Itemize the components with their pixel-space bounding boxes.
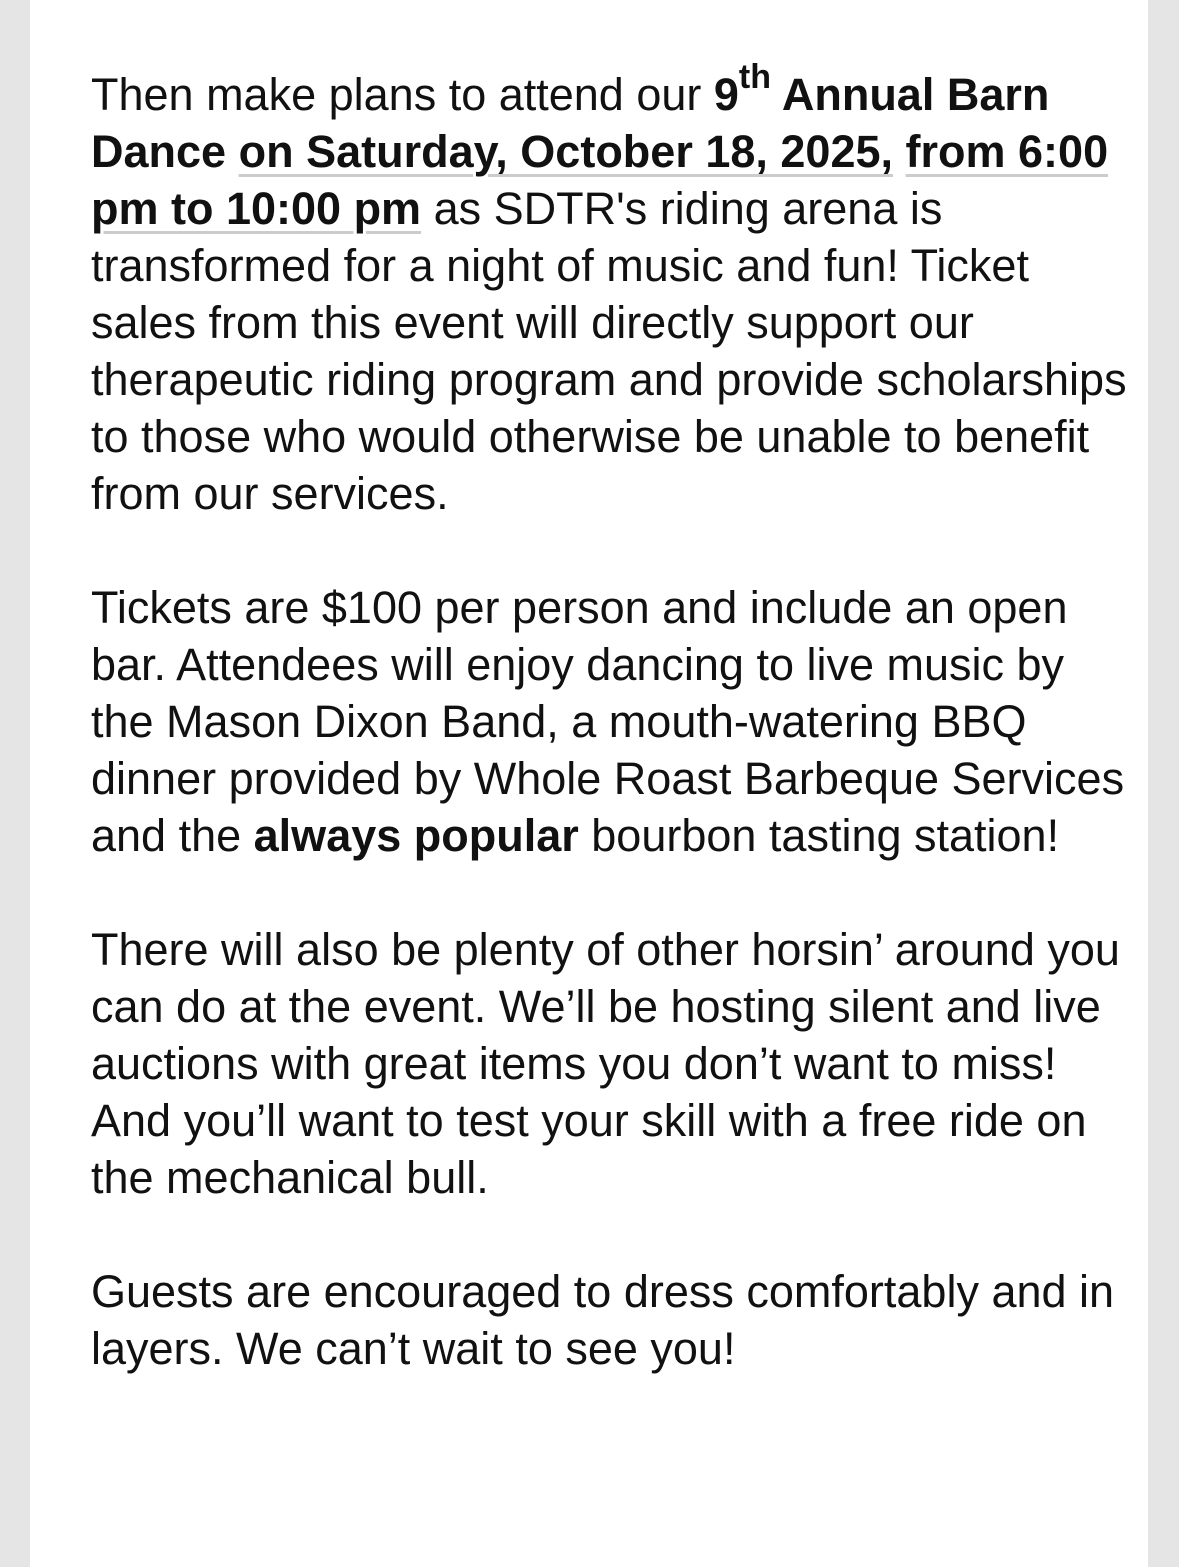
email-content bbox=[91, 58, 1131, 1434]
event-date-link[interactable]: on Saturday, October 18, 2025, bbox=[238, 126, 894, 177]
tickets-text: Tickets are $100 per person and include an open bar. Attendees will enjoy dancing to live music by the Mason Dixon Band, a mouth-watering BBQ dinner provided by Whole Roast Barbeque Services and the bbox=[91, 582, 1125, 861]
bourbon-text: bourbon tasting station! bbox=[578, 810, 1060, 861]
paragraph-event-intro bbox=[91, 58, 1131, 522]
left-margin bbox=[0, 0, 30, 1567]
right-margin bbox=[1148, 0, 1179, 1567]
intro-text: Then make plans to attend our bbox=[91, 69, 714, 120]
paragraph-activities: There will also be plenty of other horsin’ around you can do at the event. We’ll be hosting silent and live auctions with great items you don’t want to miss! And you’ll want to test your skill with a free ride on the mechanical bull. bbox=[91, 924, 1120, 1203]
event-time-link[interactable]: from 6:00 pm to 10:00 pm bbox=[91, 126, 1109, 234]
paragraph-dress-code: Guests are encouraged to dress comfortably and in layers. We can’t wait to see you! bbox=[91, 1266, 1115, 1374]
event-description: as SDTR's riding arena is transformed for a night of music and fun! Ticket sales from this event will directly support our therapeutic riding program and provide scholarships to those who would otherwise be unable to benefit from our services. bbox=[91, 183, 1127, 519]
always-popular-text: always popular bbox=[253, 810, 579, 861]
event-name: Annual Barn Dance bbox=[91, 69, 1050, 177]
email-body bbox=[30, 0, 1148, 1567]
ordinal-number: 9th bbox=[713, 58, 772, 120]
paragraph-tickets bbox=[91, 579, 1131, 864]
ordinal-suffix: th bbox=[738, 58, 772, 96]
